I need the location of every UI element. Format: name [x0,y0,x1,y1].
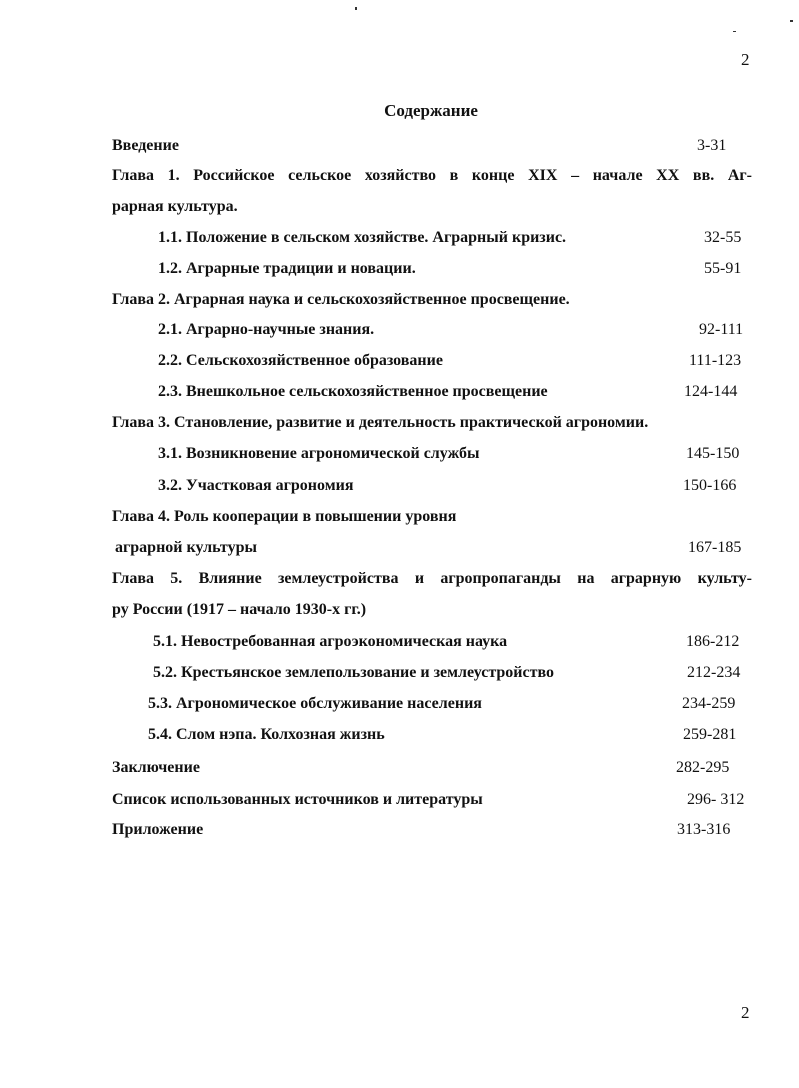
toc-s53-pages: 234-259 [682,695,736,712]
toc-conclusion-label: Заключение [112,759,200,776]
toc-s21-label: 2.1. Аграрно-научные знания. [158,321,375,338]
toc-ch1-line2: рарная культура. [112,198,238,215]
toc-ch4-line2-label: аграрной культуры [115,539,257,556]
toc-s54-pages: 259-281 [683,726,737,743]
toc-conclusion-pages: 282-295 [676,759,730,776]
toc-ch1-line1: Глава 1. Российское сельское хозяйство в конце XIX – начале XX вв. Аг- [112,167,752,184]
toc-s22-label: 2.2. Сельскохозяйственное образование [158,352,443,369]
toc-s32-label: 3.2. Участковая агрономия [158,477,354,494]
toc-ch4-line1: Глава 4. Роль кооперации в повышении уровня [112,508,457,525]
toc-ch2: Глава 2. Аграрная наука и сельскохозяйственное просвещение. [112,291,570,308]
toc-s51-label: 5.1. Невостребованная агроэкономическая наука [153,633,508,650]
toc-appendix-pages: 313-316 [677,821,731,838]
toc-s52-pages: 212-234 [687,664,741,681]
toc-s11-pages: 32-55 [704,229,742,246]
toc-s53-label: 5.3. Агрономическое обслуживание населения [148,695,482,712]
toc-s31-label: 3.1. Возникновение агрономической службы [158,445,480,462]
page-number-bottom: 2 [741,1003,750,1022]
toc-s52-label: 5.2. Крестьянское землепользование и землеустройство [153,664,554,681]
toc-ch5-line2: ру России (1917 – начало 1930-х гг.) [112,601,367,618]
scan-speck [790,20,793,22]
toc-s51-pages: 186-212 [686,633,740,650]
page-number-top: 2 [741,50,750,69]
toc-s31-pages: 145-150 [686,445,740,462]
page-title: Содержание [384,101,478,120]
scan-speck [733,31,736,32]
scan-speck [355,7,357,10]
toc-s21-pages: 92-111 [699,321,744,338]
toc-s23-pages: 124-144 [684,383,738,400]
toc-s54-label: 5.4. Слом нэпа. Колхозная жизнь [148,726,385,743]
toc-ch4-pages: 167-185 [688,539,742,556]
toc-s32-pages: 150-166 [683,477,737,494]
toc-s12-pages: 55-91 [704,260,742,277]
toc-sources-pages: 296- 312 [687,791,745,808]
toc-s11-label: 1.1. Положение в сельском хозяйстве. Аграрный кризис. [158,229,567,246]
toc-s23-label: 2.3. Внешкольное сельскохозяйственное просвещение [158,383,548,400]
toc-intro-pages: 3-31 [697,137,727,154]
toc-appendix-label: Приложение [112,821,204,838]
toc-s12-label: 1.2. Аграрные традиции и новации. [158,260,416,277]
toc-intro-label: Введение [112,137,179,154]
toc-ch5-line1: Глава 5. Влияние землеустройства и агропропаганды на аграрную культу- [112,570,752,587]
toc-s22-pages: 111-123 [689,352,742,369]
toc-ch3: Глава 3. Становление, развитие и деятельность практической агрономии. [112,414,649,431]
toc-sources-label: Список использованных источников и литературы [112,791,483,808]
